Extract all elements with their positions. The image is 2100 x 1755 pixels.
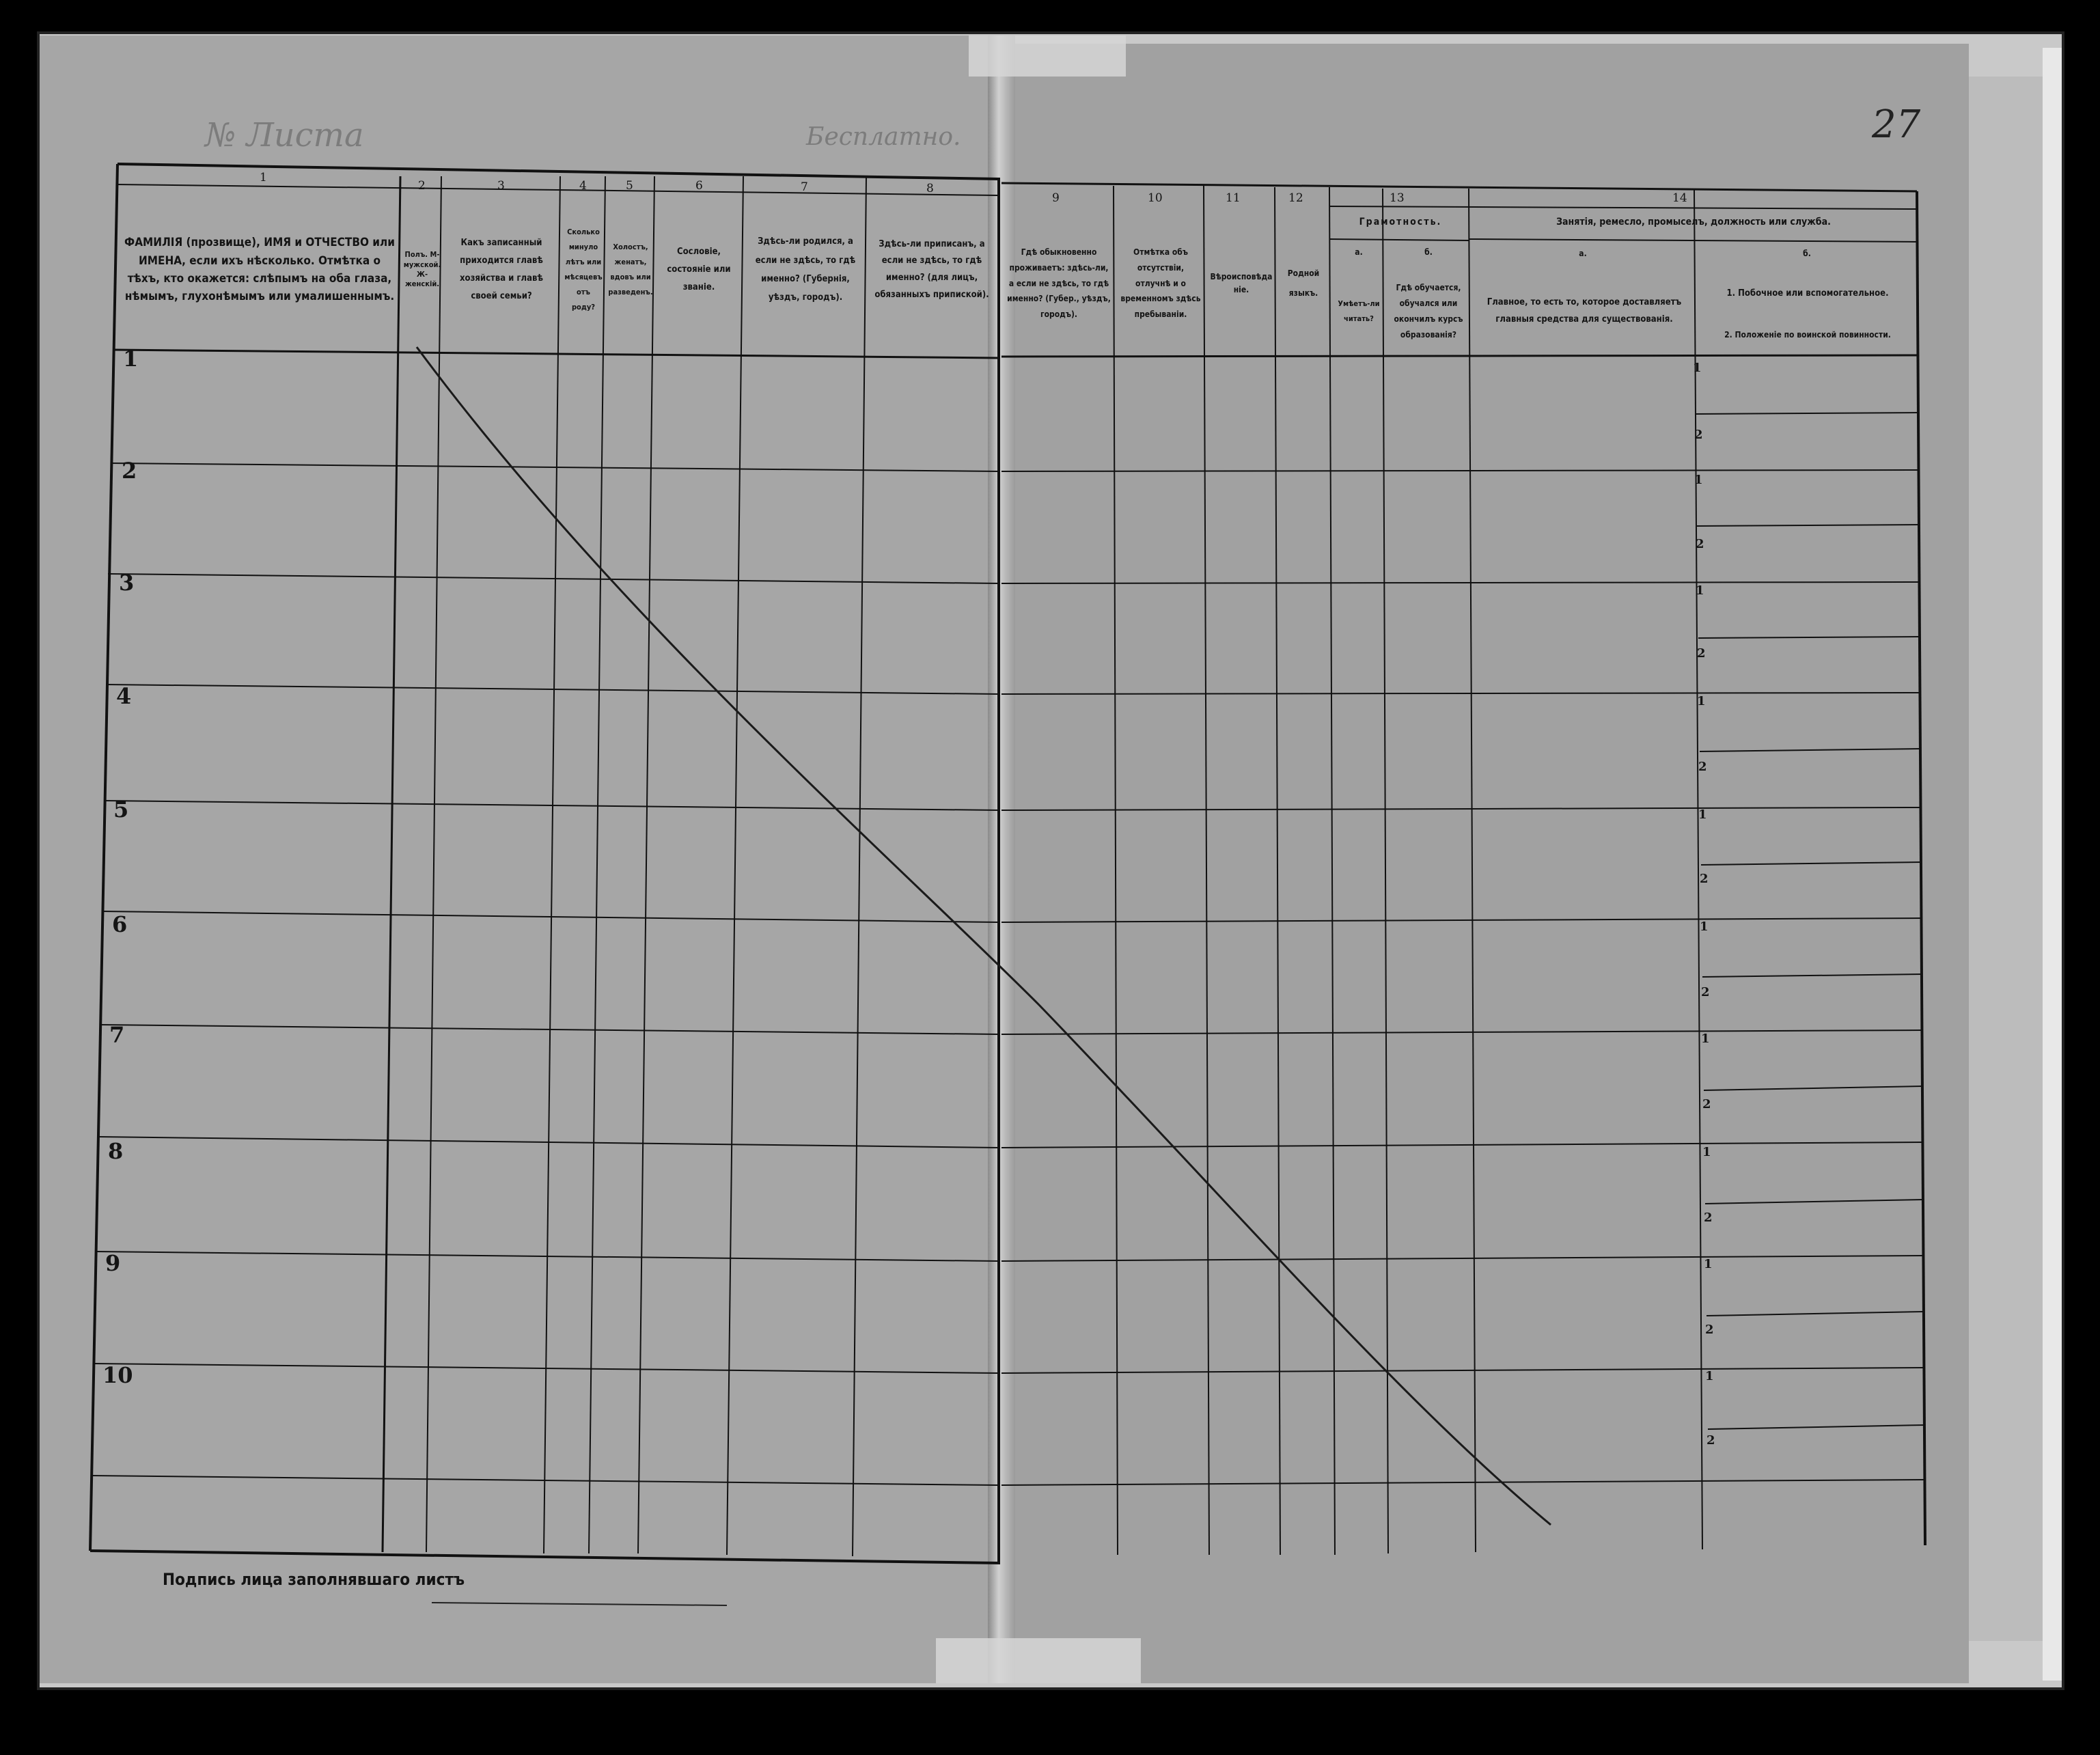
header-residence: Гдѣ обыкновенно проживаетъ: здѣсь-ли, а если не здѣсь, то гдѣ именно? (Губер., уѣздъ, городъ). — [1007, 247, 1111, 320]
sub-label-10-1: 1 — [1705, 1369, 1714, 1383]
sub-label-1-2: 2 — [1694, 428, 1703, 442]
col-num-2: 2 — [418, 179, 426, 193]
header-estate: Сословіе, состояніе или званіе. — [667, 247, 731, 292]
occupation-military: 2. Положеніе по воинской повинности. — [1724, 329, 1891, 340]
sub-label-1-1: 1 — [1693, 361, 1702, 375]
literacy-title: Грамотность. — [1359, 217, 1442, 228]
sub-label-6-2: 2 — [1701, 985, 1710, 999]
sub-label-9-1: 1 — [1704, 1257, 1713, 1271]
col-num-12: 12 — [1288, 191, 1303, 205]
col-num-13: 13 — [1390, 191, 1405, 205]
row-number-10: 10 — [102, 1362, 133, 1388]
header-age: Сколько минуло лѣтъ или мѣсяцевъ отъ роду? — [564, 227, 603, 312]
literacy-can-read: Умѣетъ-ли читать? — [1338, 299, 1380, 323]
col-num-5: 5 — [626, 179, 633, 193]
col-num-8: 8 — [926, 182, 934, 195]
sub-label-8-2: 2 — [1704, 1211, 1713, 1225]
page-number: 27 — [1872, 102, 1921, 147]
occupation-main: Главное, то есть то, которое доставляетъ главныя средства для существованія. — [1487, 297, 1682, 324]
sub-label-9-2: 2 — [1705, 1323, 1714, 1337]
col-num-7: 7 — [801, 180, 808, 194]
row-number-8: 8 — [108, 1138, 124, 1164]
col-num-10: 10 — [1148, 191, 1163, 205]
diagonal-cancel-line — [417, 347, 1551, 1525]
col-num-6: 6 — [695, 179, 703, 193]
free-of-charge-label: Бесплатно. — [806, 123, 961, 151]
col-num-4: 4 — [579, 179, 587, 193]
sub-label-4-2: 2 — [1698, 760, 1707, 774]
literacy-a-label: а. — [1355, 247, 1363, 257]
row-number-4: 4 — [116, 683, 132, 709]
col-num-9: 9 — [1052, 191, 1060, 205]
list-number-label: № Листа — [205, 116, 364, 154]
sub-label-7-2: 2 — [1702, 1097, 1711, 1111]
occupation-title: Занятія, ремесло, промыселъ, должность или служба. — [1556, 217, 1831, 228]
sub-label-2-2: 2 — [1696, 537, 1704, 551]
row-number-5: 5 — [113, 797, 129, 823]
row-number-3: 3 — [119, 570, 135, 596]
sub-label-3-1: 1 — [1696, 583, 1704, 598]
literacy-b-label: б. — [1424, 247, 1433, 257]
col-num-3: 3 — [497, 179, 505, 193]
occupation-b-label: б. — [1803, 248, 1811, 258]
col-num-11: 11 — [1226, 191, 1241, 205]
sub-label-2-1: 1 — [1694, 473, 1703, 487]
header-marital: Холостъ, женатъ, вдовъ или разведенъ. — [608, 243, 653, 296]
signature-label: Подпись лица заполнявшаго листъ — [163, 1570, 465, 1589]
header-religion: Вѣроисповѣданіе. — [1210, 271, 1273, 294]
row-number-9: 9 — [105, 1250, 121, 1276]
sub-label-4-1: 1 — [1697, 694, 1706, 708]
literacy-education: Гдѣ обучается, обучался или окончилъ курсъ образованія? — [1394, 283, 1463, 340]
header-name: ФАМИЛІЯ (прозвище), ИМЯ и ОТЧЕСТВО или ИМЕНА, если ихъ нѣсколько. Отмѣтка о тѣхъ, кто окажется: слѣпымъ на оба глаза, нѣмымъ, глухонѣмымъ или умалишеннымъ. — [124, 236, 395, 304]
col-num-1: 1 — [260, 171, 267, 184]
row-number-2: 2 — [122, 458, 137, 484]
header-absence: Отмѣтка объ отсутствіи, отлучнѣ и о временномъ здѣсь пребываніи. — [1120, 247, 1201, 320]
sub-label-7-1: 1 — [1701, 1032, 1710, 1046]
sub-label-5-2: 2 — [1700, 872, 1709, 886]
sub-label-3-2: 2 — [1697, 646, 1706, 661]
header-birthplace: Здѣсь-ли родился, а если не здѣсь, то гдѣ именно? (Губернія, уѣздъ, городъ). — [755, 236, 856, 303]
left-table-frame — [90, 164, 999, 1563]
col-num-14: 14 — [1672, 191, 1687, 205]
header-language: Родной языкъ. — [1287, 268, 1320, 298]
sub-label-5-1: 1 — [1698, 807, 1707, 822]
sub-label-10-2: 2 — [1707, 1433, 1715, 1448]
row-number-6: 6 — [112, 911, 128, 937]
header-relation: Какъ записанный приходится главѣ хозяйства и главѣ своей семьи? — [460, 238, 543, 301]
header-registered: Здѣсь-ли приписанъ, а если не здѣсь, то гдѣ именно? (для лицъ, обязанныхъ припиской). — [874, 238, 989, 300]
row-number-1: 1 — [123, 346, 139, 372]
sub-label-8-1: 1 — [1702, 1145, 1711, 1159]
header-sex: Полъ. М-мужской. Ж-женскій. — [403, 250, 441, 289]
row-number-7: 7 — [109, 1022, 125, 1048]
sub-label-6-1: 1 — [1700, 920, 1709, 934]
occupation-secondary: 1. Побочное или вспомогательное. — [1726, 288, 1889, 299]
occupation-a-label: а. — [1579, 248, 1587, 258]
